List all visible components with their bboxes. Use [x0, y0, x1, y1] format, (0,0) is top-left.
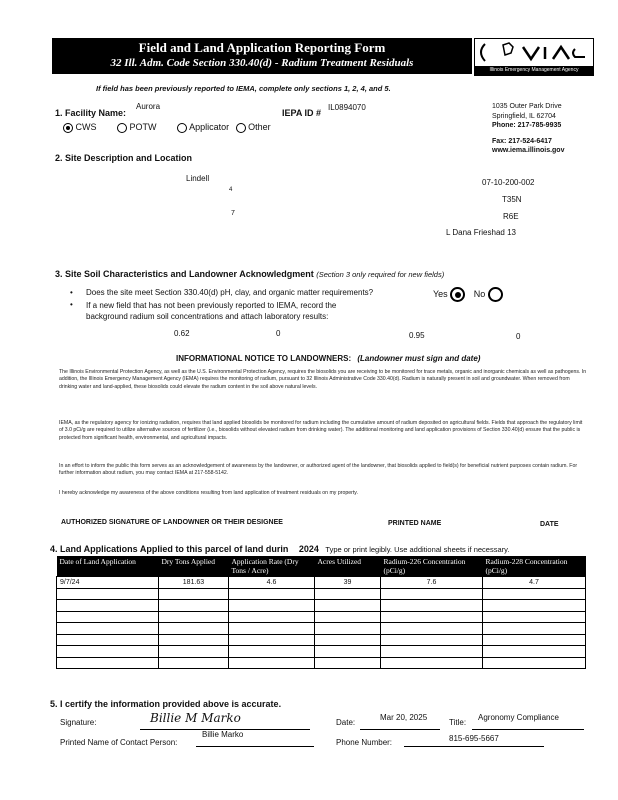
section1-label: 1. Facility Name: [55, 108, 127, 118]
table-row [57, 646, 586, 658]
agency-emblem-icon [475, 39, 593, 66]
printed-name-contact-label: Printed Name of Contact Person: [60, 738, 178, 747]
facility-type-options [63, 122, 271, 133]
site-name-value[interactable]: L Dana Frieshad 13 [446, 228, 516, 237]
notice-title: INFORMATIONAL NOTICE TO LANDOWNERS: (Landowner must sign and date) [176, 354, 481, 363]
phone-line [404, 746, 544, 747]
section4-label: 4. Land Applications Applied to this parcel of land durin 2024 Type or print legibly. Use additional sheets if necessary. [50, 544, 510, 554]
table-header-row [57, 556, 586, 577]
notice-paragraph-2: IEMA, as the regulatory agency for ionizing radiation, requires that land applied biosolids be monitored for radium including the cumulative amount of radium deposited on agricultural fields. Fields that approach the regulatory limit of 3.0 pCi/g are required to utilize alternative sources of fertilizer (i.e., biosolids without elevated radium from drinking water). The additional monitoring and land application provisions of Section 330.40(d) ensure that the public is protected from significant health, environmental, and agricultural impacts. [59, 420, 583, 441]
notice-paragraph-4: I hereby acknowledge my awareness of the above conditions resulting from land application of treatment residuals on my property. [59, 490, 358, 496]
soil-value-1[interactable]: 0.62 [174, 329, 190, 338]
site-mark-1: 4 [229, 187, 233, 193]
col-rate: Application Rate (Dry Tons / Acre) [229, 556, 315, 577]
table-row: 9/7/24 181.63 4.6 39 7.6 4.7 [57, 577, 586, 589]
q1-bullet: • [70, 288, 73, 297]
table-row [57, 634, 586, 646]
option-applicator[interactable]: Applicator [177, 122, 229, 132]
option-potw[interactable]: POTW [117, 122, 157, 132]
section2-label: 2. Site Description and Location [55, 153, 193, 163]
section3-label: 3. Site Soil Characteristics and Landowner Acknowledgment (Section 3 only required for new fields) [55, 269, 445, 279]
phone-value[interactable]: 815-695-5667 [449, 734, 499, 743]
title-line [472, 729, 584, 730]
soil-value-2[interactable]: 0 [276, 329, 281, 338]
contact-signature[interactable]: Billie M Marko [150, 711, 241, 725]
township-value[interactable]: T35N [502, 195, 522, 204]
radio-yes-checked-icon[interactable] [450, 287, 465, 302]
q2-bullet: • [70, 300, 73, 309]
section5-label: 5. I certify the information provided above is accurate. [50, 699, 282, 709]
soil-value-3[interactable]: 0.95 [409, 331, 425, 340]
col-dry-tons: Dry Tons Applied [159, 556, 229, 577]
option-other[interactable]: Other [236, 122, 271, 132]
radio-icon[interactable] [177, 123, 187, 133]
title-label: Title: [449, 718, 467, 727]
land-application-table [56, 556, 586, 669]
table-row [57, 600, 586, 612]
radio-icon[interactable] [236, 123, 246, 133]
signed-date-value[interactable]: Mar 20, 2025 [380, 713, 428, 722]
form-title: Field and Land Application Reporting Form [138, 40, 386, 55]
table-row [57, 611, 586, 623]
signed-date-label: Date: [336, 718, 356, 727]
instruction-text: If field has been previously reported to IEMA, complete only sections 1, 2, 4, and 5. [96, 84, 391, 93]
table-row [57, 657, 586, 669]
iepa-id-value[interactable]: IL0894070 [328, 103, 366, 112]
form-subtitle: 32 Ill. Adm. Code Section 330.40(d) - Radium Treatment Residuals [110, 57, 414, 69]
parcel-number[interactable]: 07-10-200-002 [482, 178, 535, 187]
printed-name-label: PRINTED NAME [388, 520, 442, 527]
q2-text: If a new field that has not been previously reported to IEMA, record the background radium soil concentrations and attach laboratory results: [86, 301, 337, 321]
phone-label: Phone Number: [336, 738, 393, 747]
table-row [57, 588, 586, 600]
radio-no-icon[interactable] [488, 287, 503, 302]
col-acres: Acres Utilized [315, 556, 381, 577]
notice-paragraph-1: The Illinois Environmental Protection Agency, as well as the U.S. Environmental Protection Agency, requires the biosolids you are receiving to be monitored for trace metals, organic and inorganic chemicals as well as pathogens. In addition, the Illinois Emergency Management Agency (IEMA) requires the monitoring of radium, pursuant to 32 Illinois Administrative Code 330.40(d). Radium is naturally present in soil and groundwater. When removed from drinking water and land-applied, these biosolids could elevate the radium content in the soil above natural levels. [59, 369, 587, 390]
facility-name-value[interactable]: Aurora [136, 102, 161, 111]
radio-icon[interactable] [117, 123, 127, 133]
title-value[interactable]: Agronomy Compliance [478, 713, 559, 722]
date-line [360, 729, 440, 730]
agency-name: Illinois Emergency Management Agency [475, 66, 593, 75]
agency-logo [474, 38, 594, 76]
col-ra226: Radium-226 Concentration (pCi/g) [381, 556, 483, 577]
notice-paragraph-3: In an effort to inform the public this form serves as an acknowledgement of awareness by the landowner, or authorized agent of the landowner, that biosolids applied to field(s) for beneficial nutrient purposes contain radium. For further information about radium, you may contact IEMA at 217-558-5142. [59, 463, 578, 477]
signature-label: Signature: [60, 718, 97, 727]
range-value[interactable]: R6E [503, 212, 519, 221]
radio-checked-icon[interactable] [63, 123, 73, 133]
agency-address: 1035 Outer Park Drive Springfield, IL 62704 Phone: 217-785-9935 Fax: 217-524-6417 www.iema.illinois.gov [492, 103, 565, 154]
landowner-signature-label: AUTHORIZED SIGNATURE OF LANDOWNER OR THEIR DESIGNEE [61, 519, 283, 526]
printed-name-line [196, 746, 314, 747]
date-label: DATE [540, 521, 559, 528]
col-date: Date of Land Application [57, 556, 159, 577]
col-ra228: Radium-228 Concentration (pCi/g) [483, 556, 586, 577]
soil-value-4[interactable]: 0 [516, 332, 521, 341]
report-year[interactable]: 2024 [298, 544, 319, 554]
site-mark-2: 7 [231, 210, 235, 217]
yes-no-options: Yes No [433, 287, 503, 302]
option-cws[interactable]: CWS [63, 122, 97, 132]
form-title-bar [52, 38, 472, 74]
table-row [57, 623, 586, 635]
printed-name-value[interactable]: Billie Marko [202, 730, 244, 739]
site-township-name[interactable]: Lindell [186, 174, 210, 183]
q1-text: Does the site meet Section 330.40(d) pH, clay, and organic matter requirements? [86, 288, 374, 297]
iepa-id-label: IEPA ID # [282, 108, 322, 118]
